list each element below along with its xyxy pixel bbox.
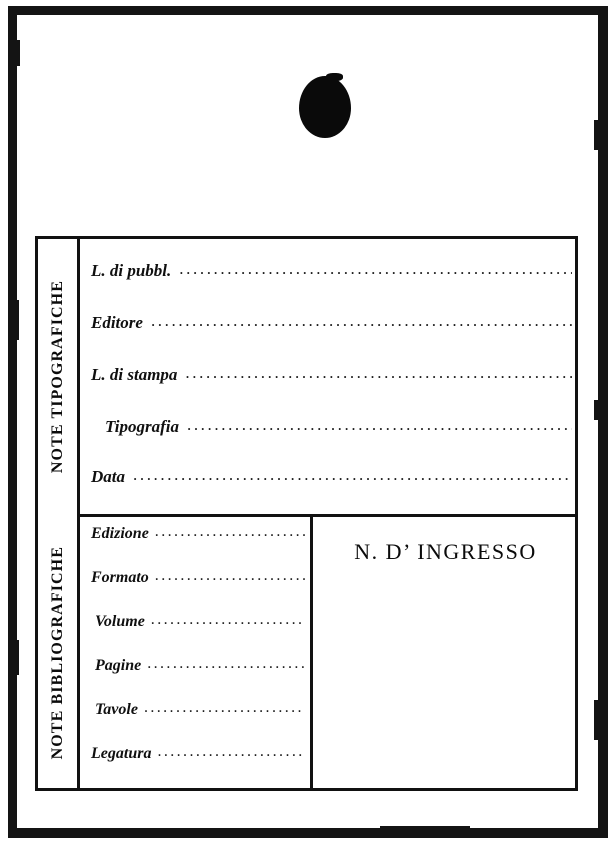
field-row-tavole[interactable] — [95, 701, 305, 719]
field-label: L. di stampa — [91, 365, 178, 384]
catalog-card — [20, 16, 594, 826]
scan-edge-right — [598, 6, 608, 838]
field-label: Data — [91, 467, 125, 486]
field-label: Legatura — [91, 745, 152, 762]
field-dotted-line[interactable] — [179, 259, 572, 279]
form-table — [35, 236, 578, 791]
field-label: Formato — [91, 569, 149, 586]
scan-edge-top — [8, 6, 608, 15]
field-row-formato[interactable] — [91, 569, 305, 587]
punch-hole-icon — [299, 76, 351, 138]
field-row-tipografia[interactable] — [105, 417, 572, 437]
typographic-fields — [83, 239, 578, 514]
field-row-edizione[interactable] — [91, 525, 305, 543]
field-label: Volume — [95, 613, 145, 630]
field-label: Tipografia — [105, 417, 179, 436]
entry-number-area[interactable] — [313, 517, 578, 791]
field-dotted-line[interactable] — [133, 465, 572, 485]
vertical-label-text: NOTE TIPOGRAFICHE — [48, 279, 66, 474]
field-label: Pagine — [95, 657, 142, 674]
section-label-bibliographic — [38, 514, 80, 791]
field-dotted-line[interactable] — [151, 311, 572, 331]
scan-edge-left — [8, 6, 17, 838]
entry-number-title: N. D’ INGRESSO — [354, 539, 537, 564]
field-row-editore[interactable] — [91, 313, 572, 333]
field-row-luogo-pubblicazione[interactable] — [91, 261, 572, 281]
field-row-volume[interactable] — [95, 613, 305, 631]
section-label-typographic — [38, 239, 80, 514]
scan-edge-bottom — [8, 828, 608, 838]
field-dotted-line[interactable] — [157, 743, 305, 761]
field-label: Tavole — [95, 701, 138, 718]
field-row-luogo-stampa[interactable] — [91, 365, 572, 385]
field-label: Editore — [91, 313, 143, 332]
field-label: Edizione — [91, 525, 149, 542]
field-dotted-line[interactable] — [144, 699, 305, 717]
field-row-legatura[interactable] — [91, 745, 305, 763]
scan-edge-artifact — [17, 640, 19, 675]
scan-edge-artifact — [380, 826, 470, 836]
vertical-label-text: NOTE BIBLIOGRAFICHE — [48, 545, 66, 760]
scan-edge-artifact — [100, 828, 220, 836]
scan-edge-artifact — [17, 300, 19, 340]
field-dotted-line[interactable] — [155, 567, 305, 585]
field-dotted-line[interactable] — [185, 363, 572, 383]
bibliographic-fields — [83, 517, 309, 791]
field-dotted-line[interactable] — [187, 415, 572, 435]
punch-hole-nick-icon — [326, 73, 343, 81]
field-dotted-line[interactable] — [155, 523, 305, 541]
field-label: L. di pubbl. — [91, 261, 172, 280]
field-row-data[interactable] — [91, 467, 572, 487]
field-row-pagine[interactable] — [95, 657, 305, 675]
field-dotted-line[interactable] — [151, 611, 305, 629]
field-dotted-line[interactable] — [147, 655, 305, 673]
